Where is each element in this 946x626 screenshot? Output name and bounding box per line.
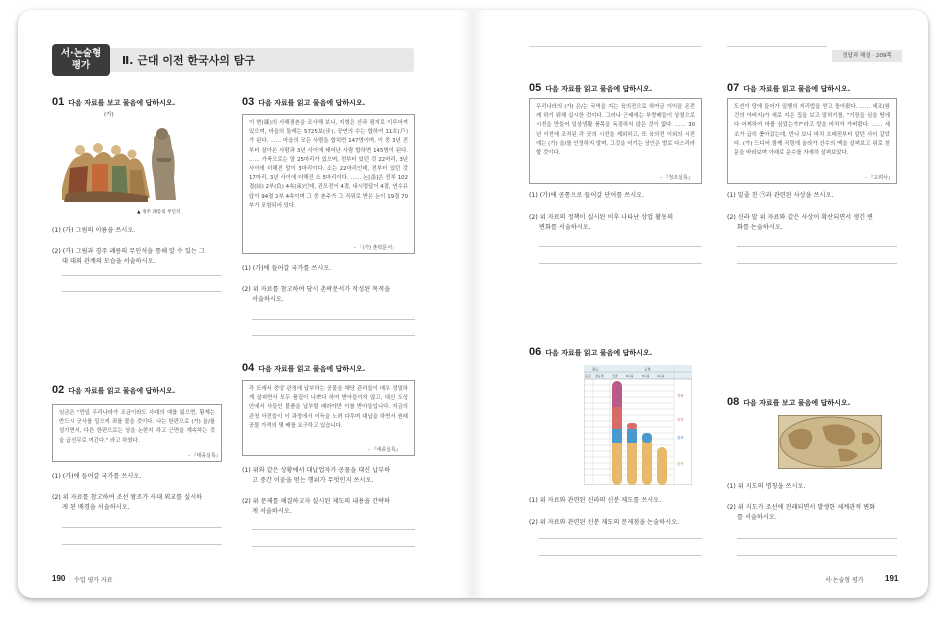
sub-question-1: (1) 위 지도의 명칭을 쓰시오. — [727, 483, 806, 490]
question-02-header — [52, 384, 175, 396]
figure-label: (가) — [104, 112, 114, 118]
source-text: 각 도에서 중앙 관청에 납부하는 공물을 해당 관리들이 매우 정밀하게 살피면서 모두 품질이 나쁘다 하여 받아들이지 않고, 대신 도성 안에서 사들인 물품을 납부할 때라야만 이를 받아들입니다. 지금의 관청 아전들이 이 과정에서 이득을 노려 다투며 대납을 하면서 원래 공물 가격의 몇 배를 요구하고 있습니다. — [249, 386, 408, 429]
chart-color-label: 황색 — [677, 462, 684, 466]
chart-color-label: 자색 — [677, 394, 684, 398]
answer-line[interactable] — [252, 546, 415, 547]
question-01-header — [52, 96, 175, 108]
chart-col: 진골 — [612, 374, 618, 378]
sub-question-2-line2: 변화를 서술하시오. — [539, 224, 591, 231]
question-number: 02 — [52, 384, 65, 396]
sub-question-2-line2: 화를 논술하시오. — [737, 224, 783, 231]
answer-line[interactable] — [252, 335, 415, 336]
source-text-box — [529, 98, 702, 184]
chart-col: 관등명 — [595, 374, 604, 378]
chart-color-label: 비색 — [677, 418, 684, 422]
answer-line[interactable] — [539, 555, 702, 556]
question-08-header — [727, 396, 850, 408]
chart-col: 5두품 — [642, 374, 650, 378]
question-04-header — [242, 362, 365, 374]
answer-reference-tag: 정답과 해설 · 209쪽 — [832, 50, 902, 62]
sub-question-2-line2: 서술하시오. — [252, 296, 284, 303]
sub-question-2-line1: (2) 위 자료의 정책이 실시된 이후 나타난 상업 활동의 — [529, 214, 674, 221]
question-number: 01 — [52, 96, 65, 108]
sub-question-2-line1: (2) 위 자료를 참고하여 당시 촌락문서가 작성된 목적을 — [242, 286, 391, 293]
answer-line[interactable] — [737, 246, 897, 247]
source-citation: - 『정조실록』 — [660, 175, 693, 181]
figure-caption: ▲ 경주 괘릉의 무인석 — [137, 210, 181, 215]
source-text: 이 현(縣)의 사해점촌을 조사해 보니, 지형은 산과 평지로 이루어져 있으며, 마을의 둘레는 5725보(步), 공연의 수는 합하여 11호(戶)가 된다. …… 마을의 모든 사람을 합치면 147명이며, 이 중 3년 전부터 살아온 사람과 3년 사이에 태어난 사람 합하면 145명이 된다. …… 가축으로는 말 25마리가 있으며, 전부터 있던 것 22마리, 3년 사이에 더해진 말이 3마리이다. 소는 22마리인데, 전부터 있던 것 17마리, 3년 사이에 더해진 소 5마리이다. …… 논[畓]은 전부 102결(結) 2부(負) 4속(束)인데, 관모전이 4결, 내시령답이 4결, 연수유답이 94결 2부 4속이며 그 중 촌주가 그 직위로 받은 논이 19결 70부가 포함되어 있다. — [249, 120, 408, 209]
source-text: 도선이 당에 들어가 일행의 지리법을 얻고 돌아왔다. …… 세조(왕건의 아버지)가 새로 지은 집을 보고 말하기를, "기장을 심을 땅에다 어찌하여 마를 심었는가?"라고 말을 마치자 가버렸다. …… 세조가 급히 좇아갔는데, 만나 보니 마치 오래전부터 알던 사이 같았다. (가) 드디어 함께 곡령에 올라가 산수의 맥을 살펴보고 위로 천문을 바라보며 아래로 운수를 자세히 살펴보았다. — [734, 104, 890, 157]
answer-line[interactable] — [62, 527, 222, 528]
answer-line[interactable] — [62, 544, 222, 545]
source-text-box — [242, 114, 415, 254]
answer-line[interactable] — [252, 529, 415, 530]
question-instruction: 다음 자료를 읽고 물음에 답하시오. — [545, 85, 653, 93]
answer-line[interactable] — [62, 275, 222, 276]
sub-question-1: (1) (가)에 공통으로 들어갈 단어를 쓰시오. — [529, 192, 645, 199]
sub-question-1: (1) (가)에 들어갈 국가를 쓰시오. — [52, 473, 142, 480]
page-number-left: 190 — [52, 574, 66, 583]
source-citation: - 『세종실록』 — [368, 447, 401, 453]
section-header — [52, 48, 414, 72]
section-badge — [52, 44, 110, 76]
question-number: 05 — [529, 82, 542, 94]
question-instruction: 다음 자료를 읽고 물음에 답하시오. — [545, 349, 653, 357]
statues-figure — [58, 118, 178, 204]
answer-line[interactable] — [62, 291, 222, 292]
question-number: 04 — [242, 362, 255, 374]
sub-question-2-line2: 게 서술하시오. — [252, 508, 292, 515]
question-07-header — [727, 82, 850, 94]
source-citation: - 『태종실록』 — [188, 453, 221, 459]
top-rule — [727, 46, 827, 47]
answer-line[interactable] — [539, 246, 702, 247]
sub-question-2-line1: (2) (가) 그림과 경주 괘릉의 무인석을 통해 알 수 있는 그 — [52, 248, 205, 255]
question-number: 08 — [727, 396, 740, 408]
question-instruction: 다음 자료를 읽고 물음에 답하시오. — [258, 99, 366, 107]
sub-question-1-line2: 고 중간 이윤을 얻는 행위가 무엇인지 쓰시오. — [252, 477, 374, 484]
rank-chart — [584, 365, 692, 485]
page-number-right: 191 — [885, 574, 899, 583]
section-title: Ⅱ. 근대 이전 한국사의 탐구 — [122, 54, 256, 67]
right-page — [473, 10, 928, 598]
badge-line-1: 서·논술형 — [60, 48, 102, 59]
top-rule — [529, 46, 702, 47]
badge-line-2: 평가 — [71, 60, 91, 71]
question-03-header — [242, 96, 365, 108]
sub-question-2-line2: 대 대외 관계의 모습을 서술하시오. — [62, 258, 156, 265]
question-number: 03 — [242, 96, 255, 108]
textbook-spread — [18, 10, 928, 598]
source-text-box — [242, 380, 415, 456]
chart-col: 4두품 — [657, 374, 665, 378]
answer-line[interactable] — [737, 263, 897, 264]
chart-col: 등급 — [585, 374, 591, 378]
answer-line[interactable] — [539, 263, 702, 264]
footer-label-right: 서·논술형 평가 — [825, 577, 864, 584]
sub-question-2-line1: (2) 위 문제를 해결하고자 실시된 제도의 내용을 간략하 — [242, 498, 391, 505]
source-text-box — [727, 98, 897, 184]
chart-head-rank: 관등 — [592, 367, 599, 372]
sub-question-2-line2: 를 서술하시오. — [737, 514, 777, 521]
sub-question-2-line1: (2) 신라 말 위 자료와 같은 사상이 확산되면서 생긴 변 — [727, 214, 874, 221]
sub-question-1: (1) (가) 그림의 이름을 쓰시오. — [52, 227, 136, 234]
answer-line[interactable] — [252, 319, 415, 320]
question-instruction: 다음 자료를 읽고 물음에 답하시오. — [68, 387, 176, 395]
chart-head-uniform: 공복 — [644, 367, 651, 372]
question-instruction: 다음 자료를 읽고 물음에 답하시오. — [743, 85, 851, 93]
question-number: 06 — [529, 346, 542, 358]
sub-question-1: (1) 위 자료와 관련된 신라의 신분 제도를 쓰시오. — [529, 497, 662, 504]
question-06-header — [529, 346, 652, 358]
world-map-figure — [778, 415, 882, 469]
sub-question-2-line1: (2) 위 자료를 참고하여 조선 왕조가 사대 외교를 실시하 — [52, 494, 203, 501]
question-instruction: 다음 자료를 읽고 물음에 답하시오. — [258, 365, 366, 373]
sub-question-2-line1: (2) 위 지도가 조선에 전래되면서 발생한 세계관적 변화 — [727, 504, 876, 511]
question-instruction: 다음 자료를 보고 물음에 답하시오. — [68, 99, 176, 107]
sub-question-1: (1) 밑줄 친 ㉠과 관련된 사상을 쓰시오. — [727, 192, 834, 199]
question-instruction: 다음 자료를 보고 물음에 답하시오. — [743, 399, 851, 407]
chart-color-label: 청색 — [677, 436, 684, 440]
source-citation: - 『고려사』 — [865, 175, 893, 181]
left-page — [18, 10, 473, 598]
sub-question-1-line1: (1) 위와 같은 상황에서 대납업자가 공물을 대신 납부하 — [242, 467, 391, 474]
chart-col: 6두품 — [626, 374, 634, 378]
question-number: 07 — [727, 82, 740, 94]
question-05-header — [529, 82, 652, 94]
source-citation: - 「(가) 촌락문서」 — [354, 245, 398, 251]
source-text: 우리나라의 (가) 은/는 국역을 지는 육의전으로 하여금 이익을 온전케 하기 위해 실시한 것이다. 그러나 근래에는 부랑배들이 상점으로 시전을 만들어 일상생활 품목을 독점하지 않은 것이 없다. …… 30년 이전에 조직된 각 곳의 시전을 제외하고, 또 육의전 이외의 시전에는 (가) 을/를 인정하지 말며, 그것을 어기는 상인은 벌로 다스리라 할 것이다. — [536, 104, 695, 157]
answer-line[interactable] — [539, 538, 702, 539]
sub-question-2: (2) 위 자료와 관련된 신분 제도의 문제점을 논술하시오. — [529, 519, 680, 526]
footer-label-left: 수업 평가 자료 — [74, 577, 113, 584]
answer-line[interactable] — [737, 538, 897, 539]
sub-question-1: (1) (가)에 들어갈 국가를 쓰시오. — [242, 265, 332, 272]
sub-question-2-line2: 게 된 배경을 서술하시오. — [62, 504, 130, 511]
source-text: 임금은 "만일 우리나라가 조금이라도 사대의 예를 잃으면, 황제는 반드시 군사를 일으켜 죄를 물을 것이다. 나는 한편으로 (가) 을/를 섬기면서, 다른 한편으로는 상을 논한지 하고 근면을 계속하는 것을 급선무로 여긴다." 라고 하였다. — [59, 410, 215, 444]
answer-line[interactable] — [737, 555, 897, 556]
